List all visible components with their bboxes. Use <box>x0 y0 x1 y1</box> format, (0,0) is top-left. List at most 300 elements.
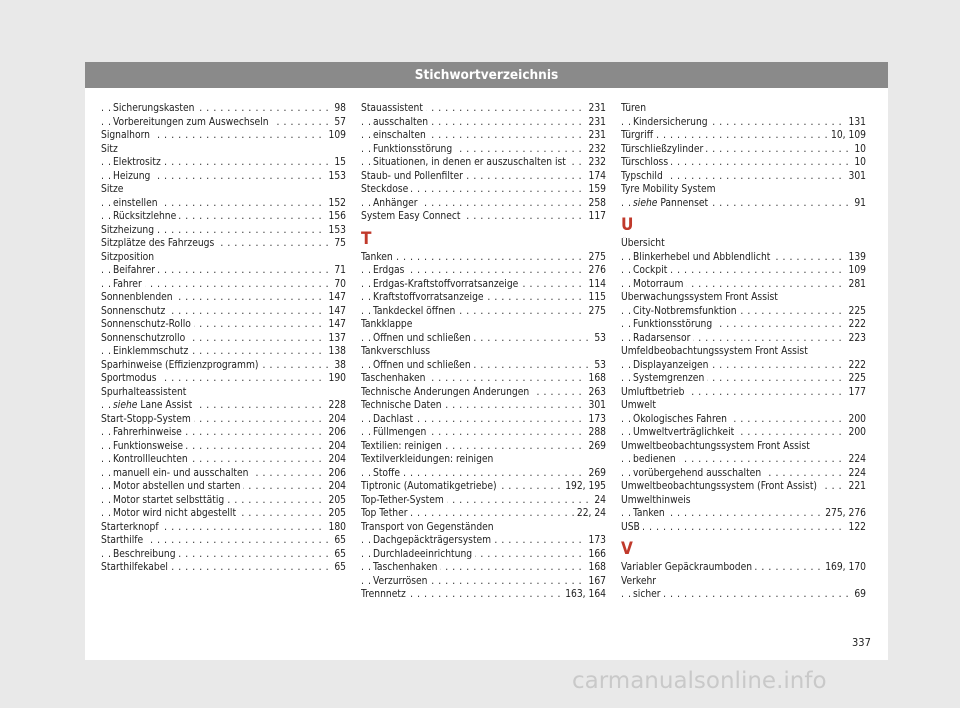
index-entry <box>361 521 606 535</box>
page-reference: 109 <box>846 264 867 278</box>
index-entry <box>101 561 346 575</box>
entry-term: Tanken <box>633 508 665 519</box>
entry-term: Textilien: reinigen <box>361 440 442 452</box>
entry-term: Türschließzylinder <box>621 143 704 155</box>
page-reference: 205 <box>326 494 347 508</box>
index-column-3 <box>621 102 866 602</box>
page-reference: 167 <box>586 575 607 589</box>
page-reference: 153 <box>326 224 347 238</box>
index-subentry <box>621 197 866 211</box>
index-subentry <box>621 453 866 467</box>
index-subentry <box>621 264 866 278</box>
entry-term: City-Notbremsfunktion <box>633 305 737 317</box>
index-subentry <box>101 494 346 508</box>
page-reference: 231 <box>586 129 607 143</box>
page-reference: 223 <box>846 332 867 346</box>
index-subentry <box>101 197 346 211</box>
entry-term: Starthilfekabel <box>101 562 168 573</box>
page-reference: 38 <box>331 359 346 373</box>
page-reference: 91 <box>851 197 866 211</box>
page-reference: 192, 195 <box>562 480 606 494</box>
entry-term: Cockpit <box>633 265 668 276</box>
page-reference: 301 <box>586 399 607 413</box>
index-subentry <box>361 305 606 319</box>
index-entry <box>621 575 866 589</box>
page-reference: 228 <box>326 399 347 413</box>
page-reference: 200 <box>846 413 867 427</box>
page-reference: 263 <box>586 386 607 400</box>
entry-term: Staub- und Pollenfilter <box>361 170 463 182</box>
entry-term: Funktionsstörung <box>373 143 453 155</box>
entry-term: Umwelt <box>621 400 656 411</box>
index-subentry <box>621 305 866 319</box>
index-entry <box>621 129 866 143</box>
see-reference: siehe <box>113 400 138 411</box>
index-subentry <box>621 588 866 602</box>
index-entry <box>101 129 346 143</box>
index-subentry <box>621 318 866 332</box>
page-reference: 204 <box>326 440 347 454</box>
index-subentry <box>101 156 346 170</box>
page-reference: 206 <box>326 426 347 440</box>
index-subentry <box>361 129 606 143</box>
page-reference: 174 <box>586 170 607 184</box>
entry-term: Sonnenschutzrollo <box>101 332 186 344</box>
entry-term: Sonnenschutz <box>101 305 166 317</box>
index-subentry <box>621 507 866 521</box>
index-subentry <box>621 116 866 130</box>
entry-term: Starthilfe <box>101 535 144 546</box>
entry-term: Überwachungssystem Front Assist <box>621 292 778 303</box>
index-subentry <box>361 278 606 292</box>
page-reference: 169, 170 <box>822 561 866 575</box>
page-reference: 173 <box>586 413 607 427</box>
page-reference: 231 <box>586 102 607 116</box>
entry-term: Top Tether <box>361 508 408 519</box>
page-reference: 65 <box>331 548 346 562</box>
page-reference: 225 <box>846 372 867 386</box>
entry-term: Steckdose <box>361 184 409 195</box>
entry-term: Sportmodus <box>101 373 157 384</box>
page-reference: 204 <box>326 413 347 427</box>
page-reference: 269 <box>586 467 607 481</box>
entry-term: Kraftstoffvorratsanzeige <box>373 292 484 303</box>
index-subentry <box>361 156 606 170</box>
index-entry <box>621 183 866 197</box>
index-subentry <box>621 251 866 265</box>
index-entry <box>361 170 606 184</box>
entry-term: USB <box>621 521 640 533</box>
page-reference: 70 <box>331 278 346 292</box>
index-entry <box>101 372 346 386</box>
index-entry <box>361 507 606 521</box>
index-entry <box>361 453 606 467</box>
page-reference: 122 <box>846 521 867 535</box>
index-entry <box>621 156 866 170</box>
page-reference: 53 <box>591 332 606 346</box>
page-reference: 131 <box>846 116 867 130</box>
entry-term: Transport von Gegenständen <box>361 521 494 533</box>
entry-term: Motor abstellen und starten <box>113 481 241 492</box>
entry-term: ausschalten <box>373 116 429 128</box>
entry-term: Funktionsweise <box>113 440 184 452</box>
index-subentry <box>361 143 606 157</box>
index-subentry <box>361 548 606 562</box>
entry-term: Umweltbeobachtungssystem (Front Assist) <box>621 481 817 492</box>
page-reference: 276 <box>586 264 607 278</box>
entry-term: Türschloss <box>621 157 669 168</box>
entry-term: Sparhinweise (Effizienzprogramm) <box>101 359 259 371</box>
entry-term: Sicherungskasten <box>113 103 195 114</box>
index-entry <box>101 534 346 548</box>
entry-term: System Easy Connect <box>361 211 461 222</box>
index-entry <box>101 521 346 535</box>
entry-term: Fahrer <box>113 278 142 290</box>
index-subentry <box>621 372 866 386</box>
entry-term: Umfeldbeobachtungssystem Front Assist <box>621 346 808 357</box>
index-section-letter: T <box>361 228 372 249</box>
entry-term: Umweltbeobachtungssystem Front Assist <box>621 440 810 452</box>
page-reference: 168 <box>586 372 607 386</box>
page-reference: 22, 24 <box>574 507 606 521</box>
entry-term: Systemgrenzen <box>633 373 705 384</box>
index-subentry <box>101 426 346 440</box>
entry-term: Erdgas-Kraftstoffvorratsanzeige <box>373 278 519 290</box>
page-reference: 10, 109 <box>828 129 866 143</box>
entry-term: Textilverkleidungen: reinigen <box>361 454 494 465</box>
index-subentry <box>621 332 866 346</box>
entry-term: Trennnetz <box>361 589 406 600</box>
index-subentry <box>101 345 346 359</box>
page-title: Stichwortverzeichnis <box>85 62 888 88</box>
page-reference: 225 <box>846 305 867 319</box>
entry-term: Tankverschluss <box>361 346 431 357</box>
index-column-2 <box>361 102 606 602</box>
page-reference: 204 <box>326 453 347 467</box>
entry-term: Öffnen und schließen <box>373 359 471 371</box>
entry-term: Lane Assist <box>140 400 193 411</box>
page-reference: 109 <box>326 129 347 143</box>
entry-term: Sitz <box>101 143 118 155</box>
index-section-letter: V <box>621 539 633 559</box>
page-reference: 159 <box>586 183 607 197</box>
index-subentry <box>101 102 346 116</box>
page-reference: 98 <box>331 102 346 116</box>
index-subentry <box>621 426 866 440</box>
page-reference: 53 <box>591 359 606 373</box>
page-reference: 10 <box>851 156 866 170</box>
page-reference: 57 <box>331 116 346 130</box>
index-entry <box>101 332 346 346</box>
entry-term: Stauassistent <box>361 103 423 114</box>
index-subentry <box>361 426 606 440</box>
index-subentry <box>621 359 866 373</box>
index-entry <box>101 143 346 157</box>
page-reference: 269 <box>586 440 607 454</box>
page-reference: 114 <box>586 278 607 292</box>
index-entry <box>101 224 346 238</box>
entry-term: Blinkerhebel und Abblendlicht <box>633 251 771 263</box>
entry-term: Durchladeeinrichtung <box>373 548 473 560</box>
entry-term: Umwelthinweis <box>621 494 691 506</box>
index-section-letter: U <box>621 215 634 235</box>
entry-term: Technische Änderungen Änderungen <box>361 386 530 398</box>
entry-term: einschalten <box>373 130 426 141</box>
entry-term: Öffnen und schließen <box>373 332 471 344</box>
entry-term: Rücksitzlehne <box>113 211 177 222</box>
entry-term: Technische Daten <box>361 400 442 411</box>
page-reference: 224 <box>846 467 867 481</box>
entry-term: Beifahrer <box>113 265 156 276</box>
page-reference: 275 <box>586 251 607 265</box>
index-subentry <box>101 440 346 454</box>
index-subentry <box>101 467 346 481</box>
index-entry <box>361 588 606 602</box>
page-reference: 15 <box>331 156 346 170</box>
entry-term: Tiptronic (Automatikgetriebe) <box>361 481 497 492</box>
index-subentry <box>101 116 346 130</box>
entry-term: Variabler Gepäckraumboden <box>621 562 753 573</box>
entry-term: Kontrollleuchten <box>113 454 188 465</box>
index-entry <box>361 494 606 508</box>
entry-term: Verzurrösen <box>373 575 428 587</box>
page-reference: 190 <box>326 372 347 386</box>
index-entry <box>101 237 346 251</box>
index-entry <box>101 413 346 427</box>
index-subentry <box>361 116 606 130</box>
index-entry <box>621 494 866 508</box>
index-entry <box>621 521 866 535</box>
index-subentry <box>361 197 606 211</box>
entry-term: Sonnenschutz-Rollo <box>101 319 191 330</box>
entry-term: Start-Stopp-System <box>101 413 191 425</box>
index-entry <box>101 305 346 319</box>
page-reference: 281 <box>846 278 867 292</box>
index-subentry <box>101 210 346 224</box>
page-reference: 168 <box>586 561 607 575</box>
index-entry <box>361 386 606 400</box>
index-entry <box>361 318 606 332</box>
index-entry <box>621 237 866 251</box>
page-reference: 288 <box>586 426 607 440</box>
entry-term: Taschenhaken <box>373 562 438 573</box>
index-entry <box>361 399 606 413</box>
page-reference: 177 <box>846 386 867 400</box>
index-subentry <box>101 399 346 413</box>
entry-term: Tankdeckel öffnen <box>373 305 456 317</box>
page-reference: 65 <box>331 534 346 548</box>
page-reference: 139 <box>846 251 867 265</box>
index-subentry <box>361 467 606 481</box>
index-subentry <box>361 359 606 373</box>
index-entry <box>101 318 346 332</box>
watermark-logo: carmanualsonline.info <box>572 668 827 694</box>
page-reference: 163, 164 <box>562 588 606 602</box>
index-subentry <box>621 413 866 427</box>
entry-term: sicher <box>633 589 661 600</box>
index-entry <box>621 143 866 157</box>
index-subentry <box>621 467 866 481</box>
index-column-1 <box>101 102 346 575</box>
entry-term: Signalhorn <box>101 130 150 141</box>
index-subentry <box>361 264 606 278</box>
page-reference: 71 <box>331 264 346 278</box>
entry-term: Motor wird nicht abgestellt <box>113 508 237 519</box>
entry-term: Kindersicherung <box>633 116 708 128</box>
index-entry <box>361 210 606 224</box>
page-reference: 156 <box>326 210 347 224</box>
page-reference: 275 <box>586 305 607 319</box>
entry-term: Einklemmschutz <box>113 346 189 357</box>
entry-term: Übersicht <box>621 238 665 249</box>
entry-term: Situationen, in denen er auszuschalten ist <box>373 157 566 168</box>
page-number: 337 <box>852 636 871 649</box>
index-subentry <box>101 507 346 521</box>
page-reference: 137 <box>326 332 347 346</box>
entry-term: Türgriff <box>621 130 654 141</box>
entry-term: Umweltverträglichkeit <box>633 427 735 438</box>
index-subentry <box>101 453 346 467</box>
entry-term: Sitzheizung <box>101 224 155 236</box>
page-reference: 147 <box>326 291 347 305</box>
index-subentry <box>101 480 346 494</box>
entry-term: Heizung <box>113 170 151 182</box>
entry-term: Sitzplätze des Fahrzeugs <box>101 238 215 249</box>
index-entry <box>621 345 866 359</box>
entry-term: Starterknopf <box>101 521 159 533</box>
page-reference: 301 <box>846 170 867 184</box>
index-entry <box>361 345 606 359</box>
page-reference: 173 <box>586 534 607 548</box>
index-entry <box>621 102 866 116</box>
entry-term: Beschreibung <box>113 548 176 560</box>
index-entry <box>621 399 866 413</box>
page-reference: 222 <box>846 359 867 373</box>
entry-term: Displayanzeigen <box>633 359 709 371</box>
entry-term: Top-Tether-System <box>361 494 444 506</box>
index-subentry <box>101 278 346 292</box>
entry-term: Fahrerhinweise <box>113 427 182 438</box>
entry-term: Typschild <box>621 170 663 182</box>
index-subentry <box>361 413 606 427</box>
page-reference: 117 <box>586 210 607 224</box>
page-reference: 258 <box>586 197 607 211</box>
page-reference: 222 <box>846 318 867 332</box>
entry-term: Verkehr <box>621 575 657 587</box>
index-subentry <box>101 264 346 278</box>
page-reference: 65 <box>331 561 346 575</box>
page-reference: 232 <box>586 156 607 170</box>
index-subentry <box>361 575 606 589</box>
page-reference: 24 <box>591 494 606 508</box>
page-reference: 138 <box>326 345 347 359</box>
index-subentry <box>621 278 866 292</box>
entry-term: Türen <box>621 103 646 114</box>
index-page <box>85 62 888 660</box>
index-entry <box>621 440 866 454</box>
page-reference: 166 <box>586 548 607 562</box>
index-entry <box>361 183 606 197</box>
page-reference: 232 <box>586 143 607 157</box>
entry-term: Tyre Mobility System <box>621 184 716 195</box>
page-reference: 115 <box>586 291 607 305</box>
index-subentry <box>101 170 346 184</box>
index-entry <box>361 480 606 494</box>
entry-term: bedienen <box>633 454 676 465</box>
index-subentry <box>361 561 606 575</box>
page-reference: 231 <box>586 116 607 130</box>
entry-term: vorübergehend ausschalten <box>633 467 762 479</box>
page-reference: 206 <box>326 467 347 481</box>
index-entry <box>621 386 866 400</box>
page-reference: 10 <box>851 143 866 157</box>
page-reference: 69 <box>851 588 866 602</box>
entry-term: Sitzposition <box>101 251 155 263</box>
see-reference: siehe <box>633 197 658 209</box>
page-reference: 147 <box>326 318 347 332</box>
entry-term: Pannenset <box>660 197 709 209</box>
index-entry <box>101 183 346 197</box>
index-entry <box>621 561 866 575</box>
index-entry <box>361 372 606 386</box>
entry-term: Spurhalteassistent <box>101 386 187 398</box>
entry-term: Sitze <box>101 184 124 195</box>
entry-term: Radarsensor <box>633 332 691 344</box>
page-reference: 147 <box>326 305 347 319</box>
entry-term: manuell ein- und ausschalten <box>113 467 249 479</box>
page-reference: 224 <box>846 453 867 467</box>
page-reference: 180 <box>326 521 347 535</box>
index-entry <box>101 251 346 265</box>
index-entry <box>361 102 606 116</box>
index-entry <box>101 291 346 305</box>
entry-term: Ökologisches Fahren <box>633 413 727 425</box>
entry-term: Tanken <box>361 251 393 263</box>
entry-term: Vorbereitungen zum Auswechseln <box>113 116 269 128</box>
index-entry <box>621 291 866 305</box>
index-entry <box>621 170 866 184</box>
index-entry <box>621 480 866 494</box>
page-reference: 204 <box>326 480 347 494</box>
page-reference: 153 <box>326 170 347 184</box>
page-reference: 200 <box>846 426 867 440</box>
entry-term: Sonnenblenden <box>101 292 173 303</box>
entry-term: Füllmengen <box>373 427 427 438</box>
index-subentry <box>361 332 606 346</box>
index-entry <box>101 359 346 373</box>
entry-term: Taschenhaken <box>361 373 426 384</box>
page-reference: 275, 276 <box>822 507 866 521</box>
entry-term: Elektrositz <box>113 157 161 168</box>
entry-term: Stoffe <box>373 467 400 479</box>
index-entry <box>361 440 606 454</box>
entry-term: Tankklappe <box>361 319 413 330</box>
index-subentry <box>361 291 606 305</box>
index-entry <box>101 386 346 400</box>
entry-term: Motor startet selbsttätig <box>113 494 225 506</box>
page-reference: 152 <box>326 197 347 211</box>
entry-term: einstellen <box>113 197 158 209</box>
index-subentry <box>361 534 606 548</box>
entry-term: Dachlast <box>373 413 414 425</box>
index-subentry <box>101 548 346 562</box>
entry-term: Funktionsstörung <box>633 319 713 330</box>
entry-term: Umluftbetrieb <box>621 386 685 398</box>
entry-term: Erdgas <box>373 265 405 276</box>
page-reference: 205 <box>326 507 347 521</box>
entry-term: Anhänger <box>373 197 418 209</box>
entry-term: Motorraum <box>633 278 684 290</box>
